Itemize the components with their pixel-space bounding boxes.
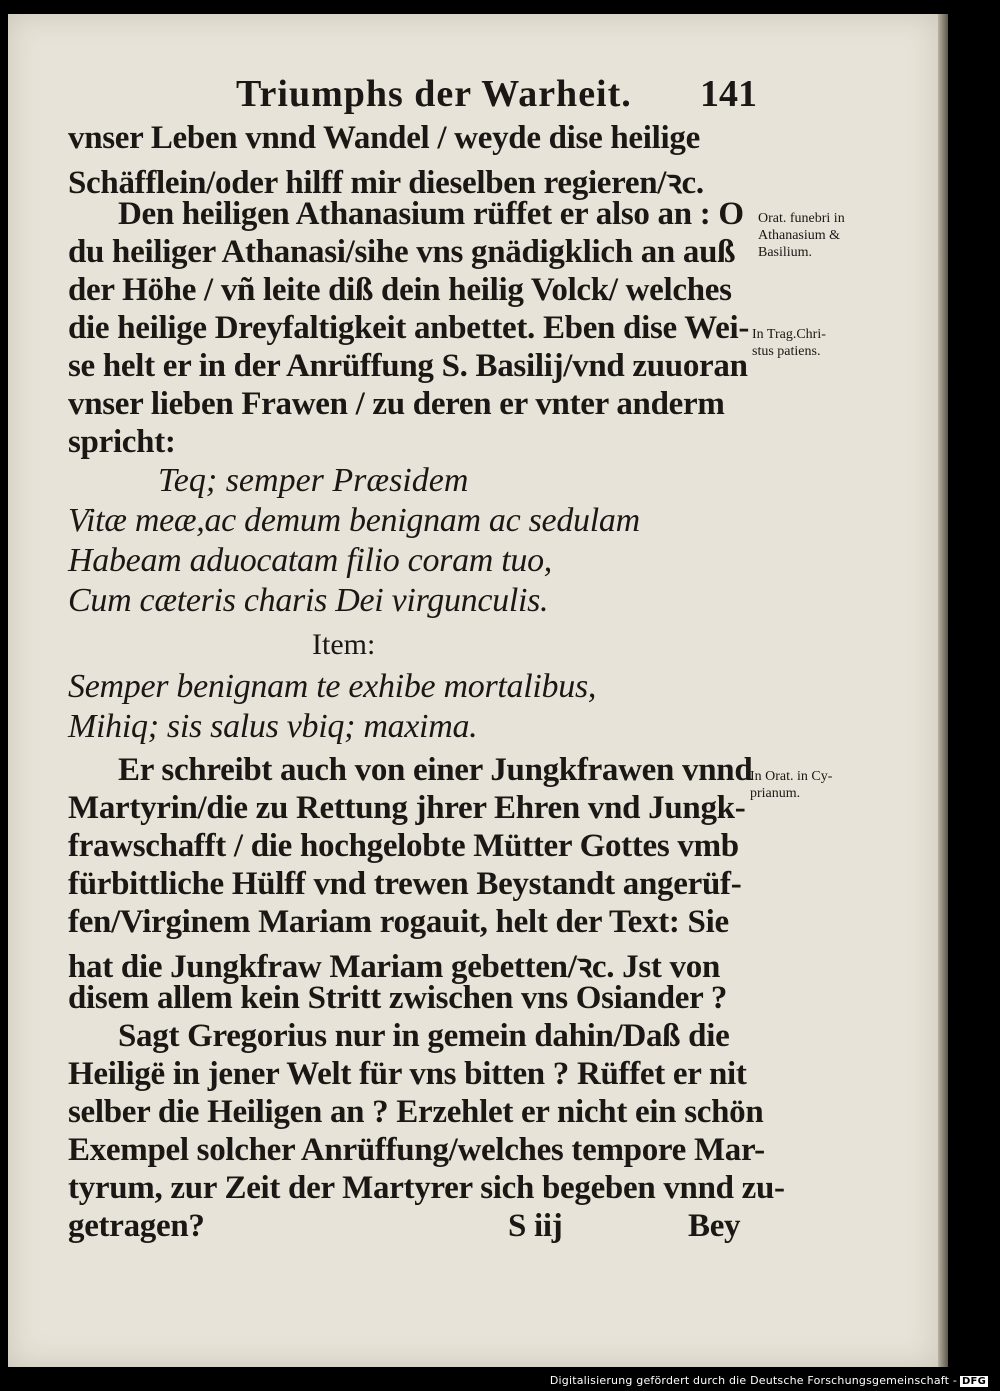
text-line: fürbittliche Hülff vnd trewen Beystandt angerüf- [68, 866, 742, 902]
text-line: hat die Jungkfraw Mariam gebetten/ꝛc. Jst von [68, 949, 721, 985]
latin-verse-line: Mihiq; sis salus vbiq; maxima. [68, 708, 478, 745]
text-line: Den heiligen Athanasium rüffet er also an : O [118, 196, 744, 232]
margin-note-line: stus patiens. [752, 344, 821, 359]
margin-note-line: prianum. [750, 786, 801, 801]
text-line: Heiligë in jener Welt für vns bitten ? Rüffet er nit [68, 1056, 747, 1092]
digitization-credit [550, 1374, 988, 1387]
text-line: Schäfflein/oder hilff mir dieselben regieren/ꝛc. [68, 165, 704, 201]
page-edge [938, 14, 948, 1367]
credit-text: Digitalisierung gefördert durch die Deutsche Forschungsgemeinschaft - [549, 1374, 958, 1387]
signature-mark: S iij [508, 1208, 563, 1244]
text-line: der Höhe / vñ leite diß dein heilig Volck/ welches [68, 272, 732, 308]
text-line: die heilige Dreyfaltigkeit anbettet. Eben dise Wei- [68, 310, 750, 346]
text-line: vnser Leben vnnd Wandel / weyde dise heilige [68, 120, 700, 156]
text-line: Martyrin/die zu Rettung jhrer Ehren vnd Jungk- [68, 790, 746, 826]
running-title: Triumphs der Warheit. [236, 73, 632, 115]
margin-note [758, 210, 845, 261]
text-line: vnser lieben Frawen / zu deren er vnter anderm [68, 386, 725, 422]
margin-note-line: Athanasium & [758, 228, 841, 243]
text-line: tyrum, zur Zeit der Martyrer sich begeben vnnd zu- [68, 1170, 785, 1206]
margin-note-line: Basilium. [758, 245, 813, 260]
text-line: Exempel solcher Anrüffung/welches tempore Mar- [68, 1132, 765, 1168]
item-heading: Item: [312, 628, 376, 661]
text-line: du heiliger Athanasi/sihe vns gnädigklich an auß [68, 234, 736, 270]
text-line: Er schreibt auch von einer Jungkfrawen vnnd [118, 752, 753, 788]
latin-verse-line: Cum cæteris charis Dei virgunculis. [68, 582, 549, 619]
margin-note-line: In Orat. in Cy- [750, 769, 833, 784]
latin-verse-line: Habeam aduocatam filio coram tuo, [68, 542, 552, 579]
text-line: fen/Virginem Mariam rogauit, helt der Text: Sie [68, 904, 729, 940]
catchword: Bey [688, 1208, 741, 1244]
text-line: frawschafft / die hochgelobte Mütter Gottes vmb [68, 828, 739, 864]
margin-note [750, 768, 832, 802]
text-line: spricht: [68, 424, 176, 460]
margin-note-line: In Trag.Chri- [752, 327, 826, 342]
page-number: 141 [700, 73, 757, 115]
dfg-logo: DFG [962, 1376, 986, 1387]
latin-verse-line: Semper benignam te exhibe mortalibus, [68, 668, 597, 705]
margin-note-line: Orat. funebri in [758, 211, 845, 226]
margin-note [752, 326, 826, 360]
latin-verse-line: Vitæ meæ,ac demum benignam ac sedulam [68, 502, 640, 539]
latin-verse-line: Teq; semper Præsidem [158, 462, 469, 499]
text-line: selber die Heiligen an ? Erzehlet er nicht ein schön [68, 1094, 764, 1130]
text-line: disem allem kein Stritt zwischen vns Osiander ? [68, 980, 728, 1016]
text-line: se helt er in der Anrüffung S. Basilij/vnd zuuoran [68, 348, 748, 384]
text-line: Sagt Gregorius nur in gemein dahin/Daß die [118, 1018, 730, 1054]
text-line: getragen? [68, 1208, 205, 1244]
